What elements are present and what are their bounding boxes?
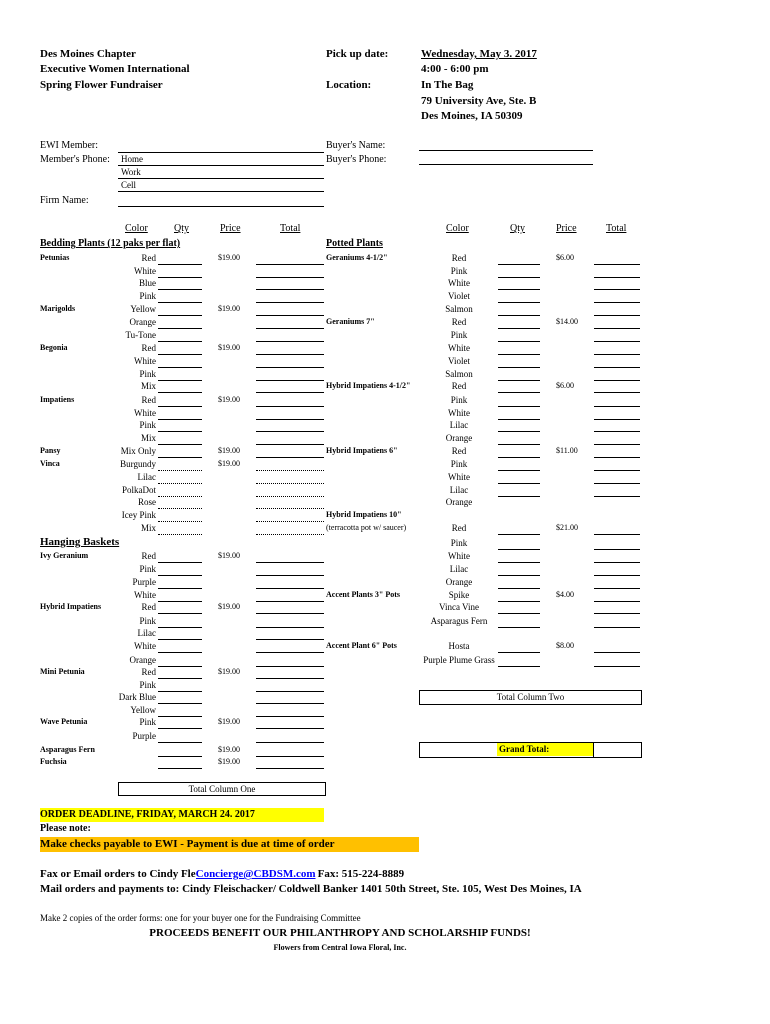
- price-label: $19.00: [218, 459, 240, 468]
- qty-field[interactable]: [498, 406, 540, 407]
- color-label: Spike: [448, 590, 470, 600]
- buyer-phone-field[interactable]: [419, 164, 593, 165]
- price-label: $19.00: [218, 253, 240, 262]
- total-column-one: [118, 782, 326, 796]
- plant-name: Geraniums 4-1/2": [326, 253, 388, 262]
- pickup-date: Wednesday, May 3. 2017: [421, 48, 537, 60]
- color-label: Pink: [139, 717, 156, 727]
- left-qty-header: Qty: [174, 223, 189, 234]
- total-field[interactable]: [256, 470, 324, 471]
- total-field[interactable]: [594, 277, 640, 278]
- color-label: Lilac: [449, 420, 469, 430]
- qty-field[interactable]: [498, 315, 540, 316]
- total-field[interactable]: [594, 496, 640, 497]
- total-field[interactable]: [256, 575, 324, 576]
- color-label: White: [134, 408, 156, 418]
- total-field[interactable]: [256, 328, 324, 329]
- price-label: $6.00: [556, 381, 574, 390]
- color-label: White: [134, 266, 156, 276]
- plant-name: Asparagus Fern: [40, 745, 95, 754]
- total-field[interactable]: [594, 652, 640, 653]
- qty-field[interactable]: [158, 496, 202, 497]
- qty-field[interactable]: [158, 483, 202, 484]
- color-label: Violet: [448, 291, 470, 301]
- color-label: White: [448, 408, 470, 418]
- total-field[interactable]: [256, 315, 324, 316]
- color-label: Pink: [139, 291, 156, 301]
- color-label: Pink: [139, 369, 156, 379]
- plant-name: Marigolds: [40, 304, 76, 313]
- qty-field[interactable]: [158, 703, 202, 704]
- qty-field[interactable]: [498, 289, 540, 290]
- qty-field[interactable]: [498, 483, 540, 484]
- color-label: Pink: [139, 680, 156, 690]
- qty-field[interactable]: [498, 575, 540, 576]
- total-field[interactable]: [256, 483, 324, 484]
- qty-field[interactable]: [498, 354, 540, 355]
- total-field[interactable]: [256, 496, 324, 497]
- plant-name: Accent Plants 3" Pots: [326, 590, 400, 599]
- price-label: $6.00: [556, 253, 574, 262]
- total-column-two: [419, 690, 642, 705]
- total-field[interactable]: [594, 470, 640, 471]
- qty-field[interactable]: [158, 367, 202, 368]
- color-label: Salmon: [445, 369, 473, 379]
- total-field[interactable]: [594, 575, 640, 576]
- plant-name: Fuchsia: [40, 757, 67, 766]
- plant-name: Petunias: [40, 253, 70, 262]
- copies-note: Make 2 copies of the order forms: one for your buyer one for the Fundraising Committee: [40, 913, 361, 923]
- color-label: Vinca Vine: [439, 602, 479, 612]
- price-label: $19.00: [218, 551, 240, 560]
- color-label: Yellow: [130, 705, 156, 715]
- right-total-header: Total: [606, 223, 627, 234]
- plant-name: Ivy Geranium: [40, 551, 89, 560]
- phone-cell-field[interactable]: [118, 191, 324, 192]
- buyer-phone-label: Buyer's Phone:: [326, 154, 387, 165]
- plant-name: Vinca: [40, 459, 60, 468]
- qty-field[interactable]: [158, 264, 202, 265]
- flowers-from: Flowers from Central Iowa Floral, Inc.: [273, 943, 407, 952]
- order-deadline: ORDER DEADLINE, FRIDAY, MARCH 24. 2017: [40, 808, 324, 822]
- color-label: White: [448, 551, 470, 561]
- potted-plants-title: Potted Plants: [326, 238, 383, 249]
- qty-field[interactable]: [158, 380, 202, 381]
- qty-field[interactable]: [158, 666, 202, 667]
- total-field[interactable]: [256, 419, 324, 420]
- qty-field[interactable]: [498, 627, 540, 628]
- qty-field[interactable]: [498, 470, 540, 471]
- total-field[interactable]: [256, 521, 324, 522]
- color-label: Pink: [450, 538, 468, 548]
- color-label: Hosta: [448, 641, 470, 651]
- qty-field[interactable]: [498, 534, 540, 535]
- price-label: $19.00: [218, 717, 240, 726]
- total-field[interactable]: [594, 457, 640, 458]
- color-label: Rose: [138, 497, 156, 507]
- color-label: Red: [451, 446, 467, 456]
- qty-field[interactable]: [158, 431, 202, 432]
- qty-field[interactable]: [158, 406, 202, 407]
- total-field[interactable]: [256, 302, 324, 303]
- color-label: Lilac: [137, 628, 156, 638]
- color-label: Orange: [129, 317, 156, 327]
- price-label: $19.00: [218, 395, 240, 404]
- firm-name-label: Firm Name:: [40, 195, 89, 206]
- qty-field[interactable]: [158, 328, 202, 329]
- color-label: PolkaDot: [121, 485, 156, 495]
- total-field[interactable]: [594, 392, 640, 393]
- qty-field[interactable]: [158, 315, 202, 316]
- qty-field[interactable]: [498, 328, 540, 329]
- qty-field[interactable]: [158, 457, 202, 458]
- color-label: White: [134, 590, 156, 600]
- total-field[interactable]: [256, 534, 324, 535]
- color-label: Pink: [450, 459, 468, 469]
- plant-name: Mini Petunia: [40, 667, 85, 676]
- qty-field[interactable]: [498, 652, 540, 653]
- pickup-label: Pick up date:: [326, 48, 389, 60]
- qty-field[interactable]: [158, 419, 202, 420]
- qty-field[interactable]: [158, 575, 202, 576]
- total-field[interactable]: [256, 742, 324, 743]
- total-field[interactable]: [256, 601, 324, 602]
- qty-field[interactable]: [498, 392, 540, 393]
- color-label: Red: [141, 343, 156, 353]
- plant-name: Hybrid Impatiens 6": [326, 446, 398, 455]
- qty-field[interactable]: [498, 302, 540, 303]
- total-field[interactable]: [256, 613, 324, 614]
- color-label: Red: [451, 253, 467, 263]
- qty-field[interactable]: [158, 678, 202, 679]
- qty-field[interactable]: [158, 652, 202, 653]
- qty-field[interactable]: [158, 534, 202, 535]
- total-field[interactable]: [594, 431, 640, 432]
- qty-field[interactable]: [158, 277, 202, 278]
- qty-field[interactable]: [498, 588, 540, 589]
- total-field[interactable]: [256, 341, 324, 342]
- color-label: Violet: [448, 356, 470, 366]
- plant-name: Pansy: [40, 446, 61, 455]
- price-label: $19.00: [218, 343, 240, 352]
- color-label: Mix: [140, 381, 156, 391]
- bedding-plants-title: Bedding Plants (12 paks per flat): [40, 238, 181, 249]
- plant-name: Impatiens: [40, 395, 75, 404]
- fundraiser-title: Spring Flower Fundraiser: [40, 79, 163, 91]
- total-column-one-label: Total Column One: [188, 784, 256, 794]
- plant-name: (terracotta pot w/ saucer): [326, 523, 407, 532]
- color-label: Burgundy: [120, 459, 156, 469]
- qty-field[interactable]: [158, 768, 202, 769]
- color-label: Red: [141, 602, 156, 612]
- total-column-two-label: Total Column Two: [496, 692, 565, 702]
- proceeds-banner: PROCEEDS BENEFIT OUR PHILANTHROPY AND SCHOLARSHIP FUNDS!: [149, 927, 531, 939]
- grand-total-label: Grand Total:: [497, 743, 593, 756]
- total-field[interactable]: [594, 419, 640, 420]
- total-field[interactable]: [256, 289, 324, 290]
- left-price-header: Price: [220, 223, 241, 234]
- plant-name: Geraniums 7": [326, 317, 375, 326]
- price-label: $19.00: [218, 757, 240, 766]
- org-name: Executive Women International: [40, 63, 190, 75]
- price-label: $19.00: [218, 745, 240, 754]
- color-label: Red: [141, 551, 156, 561]
- ewi-member-label: EWI Member:: [40, 140, 99, 151]
- left-color-header: Color: [125, 223, 148, 234]
- concierge-email-link[interactable]: Concierge@CBDSM.com: [195, 868, 316, 880]
- fax-email-prefix: Fax or Email orders to Cindy Fle: [40, 868, 196, 880]
- color-label: Purple Plume Grass: [423, 655, 495, 665]
- total-field[interactable]: [594, 483, 640, 484]
- qty-field[interactable]: [158, 756, 202, 757]
- color-label: Orange: [445, 577, 473, 587]
- total-field[interactable]: [256, 768, 324, 769]
- color-label: Purple: [132, 731, 156, 741]
- qty-field[interactable]: [158, 728, 202, 729]
- color-label: Pink: [450, 395, 468, 405]
- color-label: Red: [451, 381, 467, 391]
- price-label: $21.00: [556, 523, 578, 532]
- total-field[interactable]: [256, 562, 324, 563]
- color-label: Red: [451, 523, 467, 533]
- mail-orders-line: Mail orders and payments to: Cindy Fleischacker/ Coldwell Banker 1401 50th Street, Ste. 105, West Des Moines, IA: [40, 883, 582, 895]
- color-label: White: [448, 472, 470, 482]
- color-label: Tu-Tone: [125, 330, 156, 340]
- qty-field[interactable]: [498, 666, 540, 667]
- total-field[interactable]: [256, 444, 324, 445]
- qty-field[interactable]: [158, 627, 202, 628]
- qty-field[interactable]: [158, 444, 202, 445]
- total-field[interactable]: [594, 328, 640, 329]
- plant-name: Hybrid Impatiens: [40, 602, 102, 611]
- color-label: Asparagus Fern: [430, 616, 488, 626]
- total-field[interactable]: [256, 666, 324, 667]
- price-label: $4.00: [556, 590, 574, 599]
- location-name: In The Bag: [421, 79, 474, 91]
- total-field[interactable]: [594, 666, 640, 667]
- qty-field[interactable]: [158, 508, 202, 509]
- payable-note: Make checks payable to EWI - Payment is due at time of order: [40, 837, 419, 852]
- total-field[interactable]: [256, 508, 324, 509]
- color-label: Salmon: [445, 304, 473, 314]
- price-label: $19.00: [218, 304, 240, 313]
- total-field[interactable]: [256, 691, 324, 692]
- total-field[interactable]: [256, 277, 324, 278]
- plant-name: Hybrid Impatiens 4-1/2": [326, 381, 411, 390]
- qty-field[interactable]: [158, 562, 202, 563]
- color-label: Red: [451, 317, 467, 327]
- total-field[interactable]: [256, 652, 324, 653]
- buyer-name-label: Buyer's Name:: [326, 140, 386, 151]
- total-field[interactable]: [594, 601, 640, 602]
- total-field[interactable]: [256, 431, 324, 432]
- grand-total-divider: [593, 742, 594, 757]
- color-label: Pink: [139, 420, 156, 430]
- color-label: Mix Only: [120, 446, 156, 456]
- qty-field[interactable]: [498, 264, 540, 265]
- total-field[interactable]: [594, 341, 640, 342]
- price-label: $19.00: [218, 446, 240, 455]
- total-field[interactable]: [256, 716, 324, 717]
- total-field[interactable]: [594, 534, 640, 535]
- qty-field[interactable]: [158, 742, 202, 743]
- total-field[interactable]: [594, 549, 640, 550]
- total-field[interactable]: [256, 380, 324, 381]
- total-field[interactable]: [256, 728, 324, 729]
- org-chapter: Des Moines Chapter: [40, 48, 136, 60]
- qty-field[interactable]: [158, 639, 202, 640]
- price-label: $19.00: [218, 667, 240, 676]
- color-label: Lilac: [449, 485, 469, 495]
- color-label: Dark Blue: [118, 692, 156, 702]
- total-field[interactable]: [594, 406, 640, 407]
- color-label: Lilac: [449, 564, 469, 574]
- location-city: Des Moines, IA 50309: [421, 110, 523, 122]
- phone-work-label: Work: [121, 167, 141, 177]
- total-field[interactable]: [594, 613, 640, 614]
- color-label: White: [134, 641, 156, 651]
- phone-work-field[interactable]: [118, 178, 324, 179]
- qty-field[interactable]: [158, 341, 202, 342]
- qty-field[interactable]: [498, 431, 540, 432]
- right-price-header: Price: [556, 223, 577, 234]
- qty-field[interactable]: [498, 341, 540, 342]
- pickup-time: 4:00 - 6:00 pm: [421, 63, 489, 75]
- right-qty-header: Qty: [510, 223, 525, 234]
- color-label: Pink: [139, 616, 156, 626]
- color-label: Pink: [139, 564, 156, 574]
- total-field[interactable]: [594, 289, 640, 290]
- qty-field[interactable]: [498, 444, 540, 445]
- total-field[interactable]: [594, 302, 640, 303]
- qty-field[interactable]: [498, 367, 540, 368]
- total-field[interactable]: [594, 444, 640, 445]
- total-field[interactable]: [594, 627, 640, 628]
- qty-field[interactable]: [158, 470, 202, 471]
- left-total-header: Total: [280, 223, 301, 234]
- total-field[interactable]: [594, 562, 640, 563]
- price-label: $8.00: [556, 641, 574, 650]
- color-label: Orange: [445, 497, 473, 507]
- color-label: Pink: [450, 266, 468, 276]
- member-phone-label: Member's Phone:: [40, 154, 110, 165]
- total-field[interactable]: [594, 354, 640, 355]
- qty-field[interactable]: [498, 562, 540, 563]
- color-label: Orange: [129, 655, 156, 665]
- buyer-name-field[interactable]: [419, 150, 593, 151]
- qty-field[interactable]: [158, 601, 202, 602]
- right-color-header: Color: [446, 223, 469, 234]
- color-label: White: [448, 343, 470, 353]
- phone-home-label: Home: [121, 154, 143, 164]
- qty-field[interactable]: [158, 521, 202, 522]
- total-field[interactable]: [256, 457, 324, 458]
- plant-name: Hybrid Impatiens 10": [326, 510, 402, 519]
- location-street: 79 University Ave, Ste. B: [421, 95, 537, 107]
- qty-field[interactable]: [498, 549, 540, 550]
- total-field[interactable]: [256, 639, 324, 640]
- color-label: Mix: [140, 523, 156, 533]
- color-label: White: [448, 278, 470, 288]
- total-field[interactable]: [594, 264, 640, 265]
- fax-number: Fax: 515-224-8889: [317, 868, 405, 880]
- ewi-member-field[interactable]: [118, 152, 324, 153]
- total-field[interactable]: [256, 756, 324, 757]
- phone-home-field[interactable]: [118, 165, 324, 166]
- color-label: Lilac: [137, 472, 156, 482]
- total-field[interactable]: [256, 264, 324, 265]
- firm-name-field[interactable]: [118, 206, 324, 207]
- qty-field[interactable]: [158, 716, 202, 717]
- price-label: $11.00: [556, 446, 578, 455]
- total-field[interactable]: [594, 315, 640, 316]
- color-label: Orange: [445, 433, 473, 443]
- color-label: Red: [141, 395, 156, 405]
- total-field[interactable]: [256, 703, 324, 704]
- plant-name: Accent Plant 6" Pots: [326, 641, 397, 650]
- location-label: Location:: [326, 79, 372, 91]
- total-field[interactable]: [594, 380, 640, 381]
- color-label: White: [134, 356, 156, 366]
- qty-field[interactable]: [158, 289, 202, 290]
- color-label: Pink: [450, 330, 468, 340]
- hanging-baskets-title: Hanging Baskets: [40, 536, 120, 548]
- total-field[interactable]: [594, 588, 640, 589]
- qty-field[interactable]: [158, 354, 202, 355]
- price-label: $19.00: [218, 602, 240, 611]
- total-field[interactable]: [256, 354, 324, 355]
- qty-field[interactable]: [158, 613, 202, 614]
- color-label: Red: [141, 667, 156, 677]
- total-field[interactable]: [256, 406, 324, 407]
- color-label: Purple: [132, 577, 156, 587]
- total-field[interactable]: [594, 367, 640, 368]
- please-note-label: Please note:: [40, 823, 91, 834]
- qty-field[interactable]: [158, 302, 202, 303]
- phone-cell-label: Cell: [121, 180, 136, 190]
- qty-field[interactable]: [158, 588, 202, 589]
- color-label: Blue: [139, 278, 156, 288]
- color-label: Mix: [140, 433, 156, 443]
- color-label: Icey Pink: [121, 510, 156, 520]
- plant-name: Wave Petunia: [40, 717, 88, 726]
- qty-field[interactable]: [498, 613, 540, 614]
- color-label: Red: [141, 253, 156, 263]
- total-field[interactable]: [256, 392, 324, 393]
- total-field[interactable]: [256, 367, 324, 368]
- color-label: Yellow: [130, 304, 156, 314]
- plant-name: Begonia: [40, 343, 68, 352]
- qty-field[interactable]: [158, 691, 202, 692]
- total-field[interactable]: [256, 588, 324, 589]
- qty-field[interactable]: [158, 392, 202, 393]
- fax-email-line: [40, 868, 404, 880]
- total-field[interactable]: [256, 678, 324, 679]
- qty-field[interactable]: [498, 457, 540, 458]
- total-field[interactable]: [256, 627, 324, 628]
- price-label: $14.00: [556, 317, 578, 326]
